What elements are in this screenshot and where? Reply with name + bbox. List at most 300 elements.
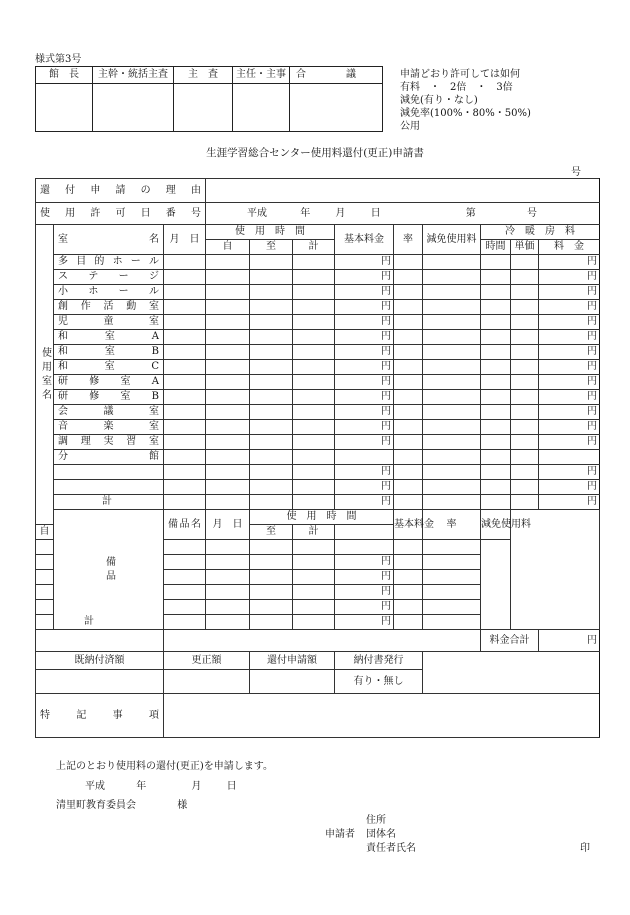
- reduced-fee-cell[interactable]: [423, 480, 481, 495]
- ac-unit-cell[interactable]: [511, 390, 539, 405]
- ac-time-cell[interactable]: [481, 495, 511, 510]
- equipment-header: [164, 510, 206, 540]
- room-row: [36, 345, 600, 360]
- input-cell[interactable]: [293, 585, 335, 600]
- input-cell[interactable]: [250, 270, 293, 285]
- ac-fee-cell[interactable]: [539, 330, 600, 345]
- ac-fee-cell[interactable]: [539, 420, 600, 435]
- rate-cell[interactable]: [394, 270, 423, 285]
- input-cell[interactable]: [293, 300, 335, 315]
- reduced-fee-cell[interactable]: [423, 600, 481, 615]
- base-fee-header: 基本料金: [335, 225, 394, 255]
- ac-fee-cell[interactable]: [539, 360, 600, 375]
- ac-time-cell[interactable]: [481, 435, 511, 450]
- input-cell[interactable]: [164, 405, 206, 420]
- ac-time-cell[interactable]: [481, 360, 511, 375]
- reduced-fee-cell[interactable]: [423, 360, 481, 375]
- input-cell[interactable]: [206, 555, 250, 570]
- rate-cell[interactable]: [394, 480, 423, 495]
- ac-fee-cell[interactable]: [539, 375, 600, 390]
- input-cell[interactable]: [293, 555, 335, 570]
- addressee-name: 清里町教育委員会: [56, 800, 136, 811]
- room-name-cell[interactable]: [54, 480, 164, 495]
- room-header-label: 室 名: [58, 233, 159, 245]
- input-cell[interactable]: [206, 495, 250, 510]
- input-cell[interactable]: [250, 390, 293, 405]
- input-cell[interactable]: [293, 495, 335, 510]
- form-title: 生涯学習総合センター使用料還付(更正)申請書: [206, 147, 424, 159]
- input-cell[interactable]: [250, 450, 293, 465]
- rate-cell[interactable]: [394, 300, 423, 315]
- correction-amount-field[interactable]: [164, 670, 250, 694]
- rate-cell[interactable]: [394, 285, 423, 300]
- rate-cell[interactable]: [394, 315, 423, 330]
- input-cell[interactable]: [206, 420, 250, 435]
- equipment-name-cell[interactable]: [36, 600, 54, 615]
- room-name-cell: [54, 450, 164, 465]
- input-cell[interactable]: [206, 585, 250, 600]
- base-fee-cell[interactable]: [335, 570, 394, 585]
- input-cell[interactable]: [293, 435, 335, 450]
- equipment-name-cell[interactable]: [36, 555, 54, 570]
- ac-time-cell[interactable]: [481, 450, 511, 465]
- base-fee-cell[interactable]: [335, 540, 394, 555]
- ac-unit-cell[interactable]: [511, 345, 539, 360]
- reduced-fee-cell[interactable]: [423, 465, 481, 480]
- rate-cell[interactable]: [394, 435, 423, 450]
- fee-header-refund: 還付申請額: [250, 652, 335, 670]
- ac-time-cell[interactable]: [481, 270, 511, 285]
- rate-cell[interactable]: [394, 450, 423, 465]
- rate-cell[interactable]: [394, 465, 423, 480]
- input-cell[interactable]: [206, 540, 250, 555]
- base-fee-cell[interactable]: [335, 420, 394, 435]
- base-fee-cell[interactable]: [335, 450, 394, 465]
- base-fee-cell[interactable]: [335, 600, 394, 615]
- ac-fee-cell[interactable]: [539, 405, 600, 420]
- room-name: 小 ホ ー ル: [58, 286, 159, 297]
- input-cell[interactable]: [206, 390, 250, 405]
- input-cell[interactable]: [164, 435, 206, 450]
- input-cell[interactable]: [293, 285, 335, 300]
- input-cell[interactable]: [250, 300, 293, 315]
- ac-fee-cell[interactable]: [539, 315, 600, 330]
- room-row: [36, 270, 600, 285]
- yen-unit: 円: [381, 466, 392, 477]
- yen-unit: 円: [587, 376, 598, 387]
- permit-no-suffix: 号: [526, 207, 537, 219]
- paid-amount-field[interactable]: [36, 670, 164, 694]
- rate-cell[interactable]: [394, 375, 423, 390]
- base-fee-cell[interactable]: [335, 435, 394, 450]
- room-row: [36, 450, 600, 465]
- ac-unit-cell[interactable]: [511, 330, 539, 345]
- input-cell[interactable]: [164, 360, 206, 375]
- ac-fee-cell[interactable]: [539, 465, 600, 480]
- remarks-label-cell: [36, 694, 164, 738]
- input-cell[interactable]: [293, 255, 335, 270]
- input-cell[interactable]: [250, 360, 293, 375]
- input-cell[interactable]: [250, 555, 293, 570]
- input-cell[interactable]: [250, 330, 293, 345]
- room-name: 児 童 室: [58, 316, 159, 327]
- room-name: 研 修 室 B: [58, 391, 159, 402]
- yen-unit: 円: [381, 436, 392, 447]
- ac-unit-cell[interactable]: [511, 360, 539, 375]
- rate-cell[interactable]: [394, 615, 423, 630]
- ac-unit-cell[interactable]: [511, 285, 539, 300]
- approval-stamp-cell[interactable]: [233, 84, 290, 132]
- ac-time-cell[interactable]: [481, 375, 511, 390]
- reduced-fee-cell[interactable]: [423, 540, 481, 555]
- input-cell[interactable]: [250, 570, 293, 585]
- ac-time-cell[interactable]: [481, 300, 511, 315]
- permit-label: 使 用 許 可 日 番 号: [40, 207, 201, 219]
- room-name-cell: [54, 405, 164, 420]
- input-cell[interactable]: [164, 420, 206, 435]
- input-cell[interactable]: [250, 375, 293, 390]
- ac-fee-cell[interactable]: [539, 345, 600, 360]
- ac-time-cell[interactable]: [481, 285, 511, 300]
- ac-time-cell[interactable]: [481, 330, 511, 345]
- rate-cell[interactable]: [394, 330, 423, 345]
- base-fee-cell[interactable]: [335, 285, 394, 300]
- input-cell[interactable]: [293, 420, 335, 435]
- input-cell[interactable]: [164, 615, 206, 630]
- reduced-fee-cell[interactable]: [423, 555, 481, 570]
- ac-unit-cell[interactable]: [511, 450, 539, 465]
- base-fee-cell[interactable]: [335, 345, 394, 360]
- input-cell[interactable]: [250, 405, 293, 420]
- base-fee-cell[interactable]: [335, 480, 394, 495]
- input-cell[interactable]: [206, 375, 250, 390]
- ac-fee-cell[interactable]: [539, 480, 600, 495]
- base-fee-cell[interactable]: [335, 330, 394, 345]
- approval-header-chief: 主幹・統括主査: [93, 67, 174, 84]
- ac-unit-cell[interactable]: [511, 375, 539, 390]
- room-name: 音 楽 室: [58, 421, 159, 432]
- room-row: [36, 285, 600, 300]
- reason-label: 還 付 申 請 の 理 由: [40, 184, 201, 196]
- room-row: [36, 435, 600, 450]
- rate-cell[interactable]: [394, 360, 423, 375]
- input-cell[interactable]: [164, 270, 206, 285]
- permit-field[interactable]: [206, 203, 600, 225]
- input-cell[interactable]: [293, 540, 335, 555]
- reason-field[interactable]: [206, 179, 600, 203]
- input-cell[interactable]: [206, 285, 250, 300]
- input-cell[interactable]: [250, 540, 293, 555]
- rate-cell[interactable]: [394, 420, 423, 435]
- reduced-fee-header: 減免使用料: [481, 510, 511, 540]
- input-cell[interactable]: [164, 300, 206, 315]
- base-fee-cell[interactable]: [335, 585, 394, 600]
- input-cell[interactable]: [293, 375, 335, 390]
- blank-cell: [36, 630, 164, 652]
- fee-header-correction: 更正額: [164, 652, 250, 670]
- declaration-date: [85, 777, 237, 792]
- rate-cell[interactable]: [394, 555, 423, 570]
- base-fee-cell[interactable]: [335, 405, 394, 420]
- input-cell[interactable]: [164, 480, 206, 495]
- approval-stamp-cell[interactable]: [174, 84, 233, 132]
- ac-unit-cell[interactable]: [511, 465, 539, 480]
- input-cell[interactable]: [164, 390, 206, 405]
- input-cell[interactable]: [293, 465, 335, 480]
- reduced-fee-cell[interactable]: [423, 420, 481, 435]
- rate-cell[interactable]: [394, 390, 423, 405]
- input-cell[interactable]: [206, 435, 250, 450]
- reduced-fee-cell[interactable]: [423, 390, 481, 405]
- ac-unit-cell[interactable]: [511, 300, 539, 315]
- reduced-fee-cell[interactable]: [423, 615, 481, 630]
- room-name-cell[interactable]: [54, 465, 164, 480]
- reduced-fee-header: 減免使用料: [423, 225, 481, 255]
- room-row: [36, 420, 600, 435]
- reduced-fee-cell[interactable]: [423, 330, 481, 345]
- rate-cell[interactable]: [394, 495, 423, 510]
- room-name: 分 館: [58, 451, 159, 462]
- base-fee-cell[interactable]: [335, 555, 394, 570]
- ac-time-cell[interactable]: [481, 315, 511, 330]
- input-cell[interactable]: [164, 600, 206, 615]
- rate-cell[interactable]: [394, 585, 423, 600]
- addressee: [56, 796, 187, 811]
- input-cell[interactable]: [250, 255, 293, 270]
- equipment-name-cell[interactable]: [36, 585, 54, 600]
- input-cell[interactable]: [293, 600, 335, 615]
- rate-cell[interactable]: [394, 255, 423, 270]
- reduced-fee-cell[interactable]: [423, 495, 481, 510]
- remarks-field[interactable]: [164, 694, 600, 738]
- reduced-fee-cell[interactable]: [423, 570, 481, 585]
- input-cell[interactable]: [250, 615, 293, 630]
- base-fee-cell[interactable]: [335, 315, 394, 330]
- time-to-header: 至: [250, 240, 293, 255]
- room-row: [36, 405, 600, 420]
- base-fee-cell[interactable]: [335, 270, 394, 285]
- input-cell[interactable]: [206, 300, 250, 315]
- input-cell[interactable]: [206, 570, 250, 585]
- input-cell[interactable]: [293, 270, 335, 285]
- input-cell[interactable]: [293, 315, 335, 330]
- permit-month: 月: [335, 207, 346, 219]
- time-to-header: 至: [250, 525, 293, 540]
- ac-fee-cell[interactable]: [539, 435, 600, 450]
- permission-note: 減免率(100%・80%・50%): [400, 108, 531, 119]
- input-cell[interactable]: [206, 345, 250, 360]
- ac-fee-cell[interactable]: [539, 450, 600, 465]
- ac-time-cell[interactable]: [481, 255, 511, 270]
- input-cell[interactable]: [206, 330, 250, 345]
- reduced-fee-cell[interactable]: [423, 405, 481, 420]
- input-cell[interactable]: [164, 345, 206, 360]
- input-cell[interactable]: [206, 480, 250, 495]
- ac-time-cell[interactable]: [481, 480, 511, 495]
- ac-time-cell[interactable]: [481, 390, 511, 405]
- ac-unit-cell[interactable]: [511, 420, 539, 435]
- input-cell[interactable]: [293, 615, 335, 630]
- room-name-cell: [54, 300, 164, 315]
- yen-unit: 円: [381, 586, 392, 597]
- reduced-fee-cell[interactable]: [423, 300, 481, 315]
- input-cell[interactable]: [164, 585, 206, 600]
- yen-unit: 円: [587, 406, 598, 417]
- ac-unit-cell[interactable]: [511, 435, 539, 450]
- base-fee-cell[interactable]: [335, 465, 394, 480]
- rate-cell[interactable]: [394, 405, 423, 420]
- applicant-responsible-label: 責任者氏名: [366, 843, 416, 854]
- input-cell[interactable]: [250, 285, 293, 300]
- reduced-fee-cell[interactable]: [423, 315, 481, 330]
- ac-header: 冷 暖 房 料: [481, 225, 600, 240]
- date-header: 月 日: [206, 510, 250, 540]
- reduced-fee-cell[interactable]: [423, 255, 481, 270]
- ac-unit-cell[interactable]: [511, 315, 539, 330]
- rate-cell[interactable]: [394, 345, 423, 360]
- ac-unit-cell[interactable]: [511, 270, 539, 285]
- input-cell[interactable]: [164, 555, 206, 570]
- equipment-name-cell[interactable]: [36, 540, 54, 555]
- input-cell[interactable]: [206, 270, 250, 285]
- input-cell[interactable]: [250, 420, 293, 435]
- ac-fee-cell[interactable]: [539, 300, 600, 315]
- ac-unit-cell[interactable]: [511, 255, 539, 270]
- room-name: 創 作 活 動 室: [58, 301, 159, 312]
- ac-fee-cell[interactable]: [539, 285, 600, 300]
- base-fee-cell[interactable]: [335, 300, 394, 315]
- input-cell[interactable]: [250, 600, 293, 615]
- input-cell[interactable]: [206, 255, 250, 270]
- input-cell[interactable]: [164, 330, 206, 345]
- approval-stamp-cell[interactable]: [93, 84, 174, 132]
- usage-table: [35, 178, 600, 738]
- room-name: 和 室 B: [58, 346, 159, 357]
- rate-cell[interactable]: [394, 600, 423, 615]
- ac-fee-cell[interactable]: [539, 255, 600, 270]
- ac-time-cell[interactable]: [481, 420, 511, 435]
- yen-unit: 円: [381, 556, 392, 567]
- yen-unit: 円: [587, 331, 598, 342]
- rate-cell[interactable]: [394, 570, 423, 585]
- yen-unit: 円: [381, 346, 392, 357]
- base-fee-cell[interactable]: [335, 255, 394, 270]
- reduced-fee-cell[interactable]: [423, 285, 481, 300]
- rate-header: 率: [423, 510, 481, 540]
- ac-fee-cell[interactable]: [539, 390, 600, 405]
- input-cell[interactable]: [164, 495, 206, 510]
- refund-amount-field[interactable]: [250, 670, 335, 694]
- input-cell[interactable]: [164, 255, 206, 270]
- reduced-fee-cell[interactable]: [423, 270, 481, 285]
- input-cell[interactable]: [164, 570, 206, 585]
- base-fee-cell[interactable]: [335, 390, 394, 405]
- input-cell[interactable]: [250, 585, 293, 600]
- approval-stamp-cell[interactable]: [36, 84, 93, 132]
- input-cell[interactable]: [164, 285, 206, 300]
- input-cell[interactable]: [206, 405, 250, 420]
- input-cell[interactable]: [293, 405, 335, 420]
- yen-unit: 円: [381, 496, 392, 507]
- rooms-section-label: 使用室名: [36, 225, 54, 525]
- input-cell[interactable]: [293, 345, 335, 360]
- input-cell[interactable]: [206, 615, 250, 630]
- input-cell[interactable]: [164, 465, 206, 480]
- input-cell[interactable]: [293, 330, 335, 345]
- input-cell[interactable]: [293, 390, 335, 405]
- seal-mark: 印: [580, 843, 590, 854]
- input-cell[interactable]: [250, 495, 293, 510]
- room-name: 調 理 実 習 室: [58, 436, 159, 447]
- input-cell[interactable]: [250, 465, 293, 480]
- ac-unit-cell[interactable]: [511, 480, 539, 495]
- yen-unit: 円: [381, 286, 392, 297]
- yen-unit: 円: [587, 286, 598, 297]
- input-cell[interactable]: [250, 345, 293, 360]
- input-cell[interactable]: [164, 540, 206, 555]
- base-fee-cell[interactable]: [335, 495, 394, 510]
- input-cell[interactable]: [206, 450, 250, 465]
- reduced-fee-cell[interactable]: [423, 585, 481, 600]
- issue-options[interactable]: 有り・無し: [335, 670, 423, 694]
- ac-fee-cell[interactable]: [539, 495, 600, 510]
- input-cell[interactable]: [206, 315, 250, 330]
- input-cell[interactable]: [206, 600, 250, 615]
- base-fee-cell[interactable]: [335, 375, 394, 390]
- reduced-fee-cell[interactable]: [423, 375, 481, 390]
- reduced-fee-cell[interactable]: [423, 345, 481, 360]
- room-name-cell: [54, 270, 164, 285]
- reduced-fee-cell[interactable]: [423, 450, 481, 465]
- ac-fee-cell[interactable]: [539, 270, 600, 285]
- input-cell[interactable]: [164, 450, 206, 465]
- ac-time-cell[interactable]: [481, 345, 511, 360]
- room-name: 多 目 的 ホ ー ル: [58, 256, 159, 267]
- input-cell[interactable]: [250, 315, 293, 330]
- input-cell[interactable]: [293, 360, 335, 375]
- input-cell[interactable]: [293, 570, 335, 585]
- approval-stamp-cell[interactable]: [290, 84, 383, 132]
- equipment-name-cell[interactable]: [36, 570, 54, 585]
- base-fee-cell[interactable]: [335, 360, 394, 375]
- input-cell[interactable]: [164, 375, 206, 390]
- reduced-fee-cell[interactable]: [423, 435, 481, 450]
- ac-unit-cell[interactable]: [511, 405, 539, 420]
- room-row: [36, 315, 600, 330]
- room-name-cell: [54, 315, 164, 330]
- blank-cell: [164, 630, 481, 652]
- rate-cell[interactable]: [394, 540, 423, 555]
- date-header: 月 日: [164, 225, 206, 255]
- ac-time-cell[interactable]: [481, 405, 511, 420]
- room-name: 会 議 室: [58, 406, 159, 417]
- input-cell[interactable]: [250, 480, 293, 495]
- input-cell[interactable]: [293, 450, 335, 465]
- ac-unit-cell[interactable]: [511, 495, 539, 510]
- input-cell[interactable]: [250, 435, 293, 450]
- input-cell[interactable]: [293, 480, 335, 495]
- room-row: [36, 390, 600, 405]
- fee-total-value[interactable]: [539, 630, 600, 652]
- input-cell[interactable]: [164, 315, 206, 330]
- input-cell[interactable]: [206, 465, 250, 480]
- yen-unit: 円: [381, 301, 392, 312]
- room-name-cell: [54, 390, 164, 405]
- input-cell[interactable]: [206, 360, 250, 375]
- ac-time-cell[interactable]: [481, 465, 511, 480]
- base-fee-cell[interactable]: [335, 615, 394, 630]
- yen-unit: 円: [381, 481, 392, 492]
